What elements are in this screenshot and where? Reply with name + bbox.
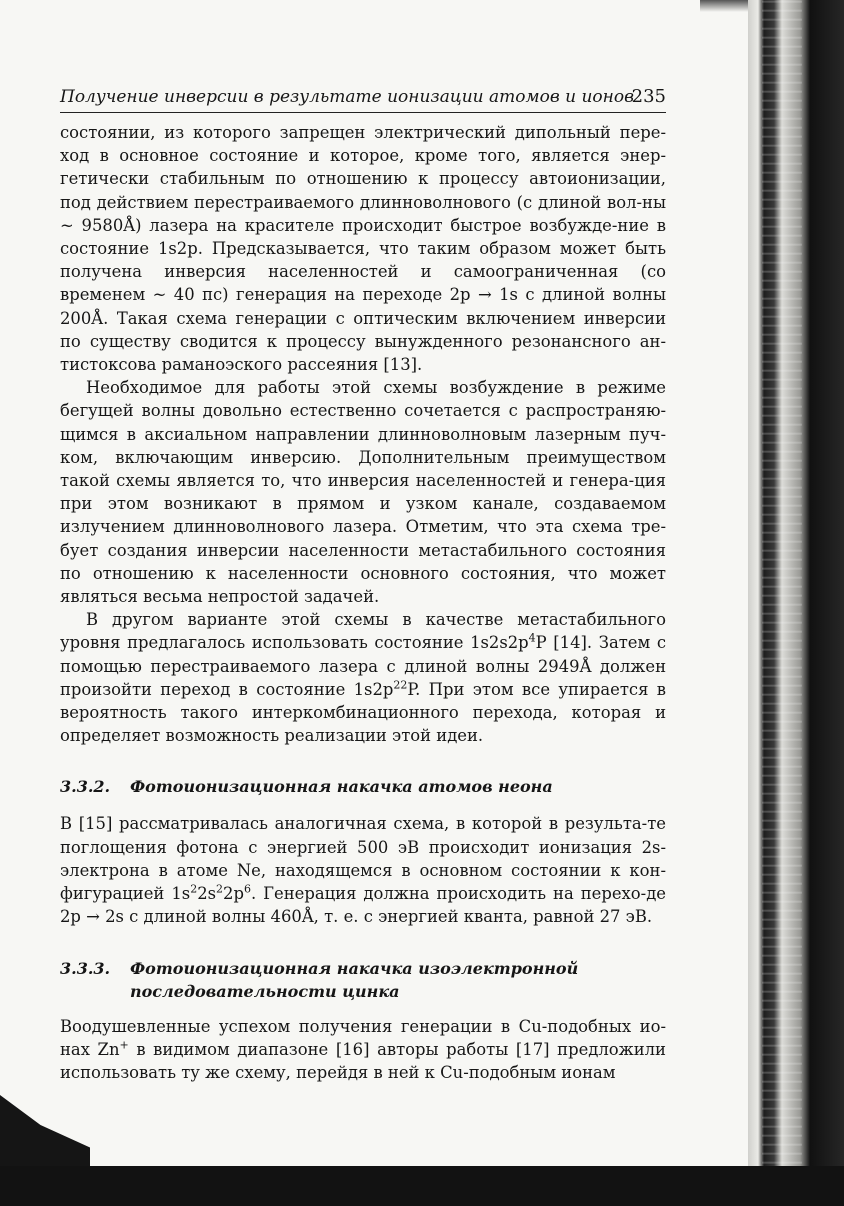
running-title: Получение инверсии в результате ионизации атомов и ионов xyxy=(60,87,634,107)
section-number: 3.3.3. xyxy=(60,958,111,978)
paragraph-1: состоянии, из которого запрещен электрический дипольный пере-ход в основное состояние и которое, кроме того, является энер-гетически стабильным по отношению к процессу автоионизации, под действием перестраиваемого длинноволнового (с длиной вол-ны ~ 9580Å) лазера на красителе происходит быстрое возбужде-ние в состояние 1s2p. Предсказывается, что таким образом может быть получена инверсия населенностей и самоограниченная (со временем ~ 40 пс) генерация на переходе 2p → 1s с длиной волны 200Å. Такая схема генерации с оптическим включением инверсии по существу сводится к процессу вынужденного резонансного ан-тистоксова раманоэского рассеяния [13]. xyxy=(60,123,666,375)
section-title: Фотоионизационная накачка изоэлектронной последовательности цинка xyxy=(130,958,579,1001)
scan-bottom-shadow xyxy=(0,1166,844,1206)
scan-page-stack xyxy=(762,0,802,1206)
paragraph-2: Необходимое для работы этой схемы возбуждение в режиме бегущей волны довольно естественно сочетается с распространяю-щимся в аксиальном направлении длинноволновым лазерным пуч-ком, включающим инверсию. Дополнительным преимуществом такой схемы является то, что инверсия населенностей и генера-ция при этом возникают в прямом и узком канале, создаваемом излучением длинноволнового лазера. Отметим, что эта схема тре-бует создания инверсии населенности метастабильного состояния по отношению к населенности основного состояния, что может являться весьма непростой задачей. xyxy=(60,378,666,607)
page-number: 235 xyxy=(631,86,666,107)
paragraph-4: В [15] рассматривалась аналогичная схема, в которой в результа-те поглощения фотона с энергией 500 эВ происходит ионизация 2s-электрона в атоме Ne, находящемся в основном состоянии к кон-фигурацией $1s^22s^22p^6$. Генерация должна происходить на перехо-де 2p → 2s с длиной волны 460Å, т. е. с энергией кванта, равной 27 эВ. xyxy=(60,814,667,927)
section-heading-3-3-3 xyxy=(60,957,666,1003)
section-title: Фотоионизационная накачка атомов неона xyxy=(130,777,553,797)
page-content xyxy=(60,84,666,1084)
paragraph-5: Воодушевленные успехом получения генерации в Cu-подобных ио-нах Zn+ в видимом диапазоне [16] авторы работы [17] предложили использовать ту же схему, перейдя в ней к Cu-подобным ионам xyxy=(60,1016,666,1082)
section-number: 3.3.2. xyxy=(60,777,111,797)
paragraph-3: В другом варианте этой схемы в качестве метастабильного уровня предлагалось использовать состояние $1s2s2p^4P$ [14]. Затем с помощью перестраиваемого лазера с длиной волны 2949Å должен произойти переход в состояние $1s2p^{22}P$. При этом все упирается в вероятность такого интеркомбинационного перехода, которая и определяет возможность реализации этой идеи. xyxy=(60,610,666,746)
running-head xyxy=(60,84,666,113)
section-heading-3-3-2 xyxy=(60,775,666,798)
